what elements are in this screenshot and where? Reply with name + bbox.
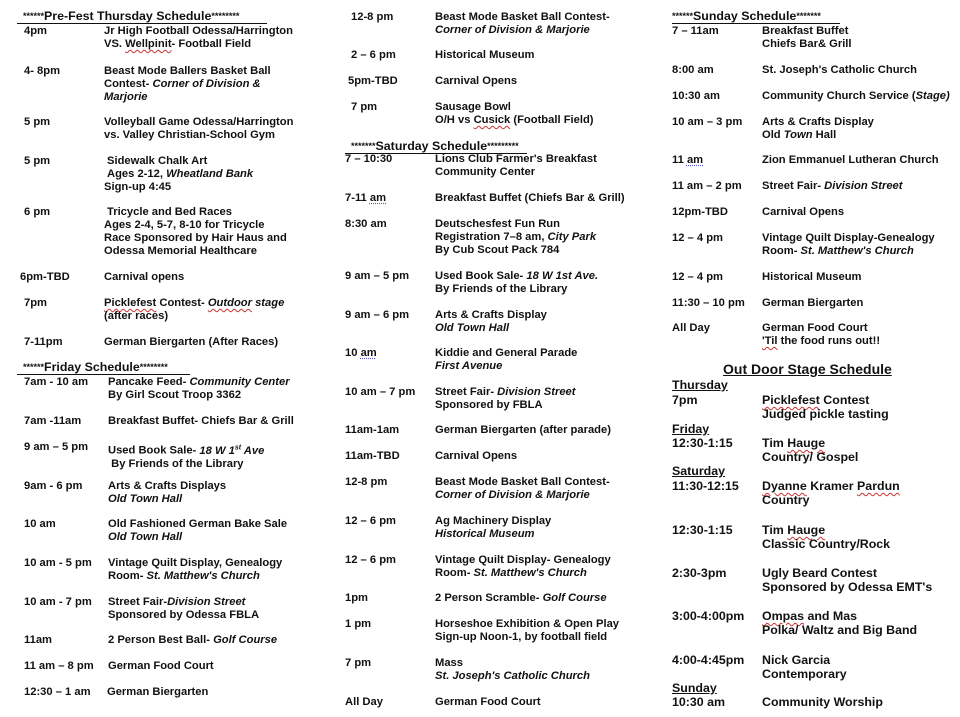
event-description: Tim Hauge Country/ Gospel [762, 436, 859, 464]
event-description: Used Book Sale- 18 W 1st Ave By Friends of the Library [108, 444, 265, 470]
event-description: Tim Hauge Classic Country/Rock [762, 523, 891, 551]
event-description: 2 Person Best Ball- Golf Course [108, 634, 278, 646]
event-description: Beast Mode Basket Ball Contest- Corner of Division & Marjorie [435, 11, 610, 36]
event-time: 12 – 6 pm [345, 515, 396, 527]
event-time: 11 am – 2 pm [672, 180, 742, 192]
event-description: Vintage Quilt Display- Genealogy Room- St. Matthew's Church [435, 554, 611, 579]
event-description: Used Book Sale- 18 W 1st Ave. By Friends of the Library [435, 270, 599, 295]
event-time: 9 am – 5 pm [345, 270, 410, 282]
event-description: Beast Mode Basket Ball Contest- Corner of Division & Marjorie [435, 476, 610, 501]
event-time: 12-8 pm [345, 476, 388, 488]
event-time: 12:30-1:15 [672, 523, 733, 537]
event-description: Community Church Service (Stage) [762, 90, 950, 102]
saturday-header: *******Saturday Schedule********* [345, 139, 527, 154]
event-description: Dyanne Kramer Pardun Country [762, 479, 900, 507]
event-time: 10 am - 5 pm [24, 557, 92, 569]
event-description: Pancake Feed- Community Center By Girl Scout Troop 3362 [108, 376, 290, 401]
event-time: 10 am [345, 347, 377, 359]
event-description: Mass St. Joseph's Catholic Church [435, 657, 590, 682]
event-time: 12 – 4 pm [672, 271, 723, 283]
event-time: 12:30 – 1 am [24, 686, 91, 698]
event-time: 5 pm [24, 116, 51, 128]
event-time: 4- 8pm [24, 65, 61, 77]
event-time: 10 am - 7 pm [24, 596, 92, 608]
event-time: 5 pm [24, 155, 51, 167]
event-time: 8:00 am [672, 64, 714, 76]
event-description: 2 Person Scramble- Golf Course [435, 592, 607, 604]
event-description: German Food Court [435, 696, 541, 708]
event-description: Zion Emmanuel Lutheran Church [762, 154, 939, 166]
event-description: Tricycle and Bed Races [107, 206, 232, 218]
event-description: German Biergarten [107, 686, 209, 698]
sunday-header: ******Sunday Schedule******* [672, 9, 840, 24]
event-time: 7pm [24, 297, 48, 309]
event-time: 11 am – 8 pm [24, 660, 94, 672]
event-description: Arts & Crafts Display Old Town Hall [762, 116, 874, 141]
event-description: Street Fair-Division Street Sponsored by Odessa FBLA [108, 596, 260, 621]
event-description: Vintage Quilt Display, Genealogy Room- St. Matthew's Church [108, 557, 283, 582]
event-description: Ag Machinery Display Historical Museum [435, 515, 552, 540]
event-time: 1 pm [345, 618, 372, 630]
event-description: Carnival Opens [435, 75, 518, 87]
event-time: 9 am – 6 pm [345, 309, 410, 321]
event-time: 12 – 6 pm [345, 554, 396, 566]
event-time: 12-8 pm [351, 11, 394, 23]
event-time: 11am-TBD [345, 450, 400, 462]
event-time: 7 – 11am [672, 25, 719, 37]
event-time: 6pm-TBD [20, 271, 70, 283]
event-description: Ompas and Mas Polka/ Waltz and Big Band [762, 609, 918, 637]
event-time: 8:30 am [345, 218, 387, 230]
event-time: 4:00-4:45pm [672, 653, 745, 667]
stage-day-saturday: Saturday [672, 464, 726, 478]
stage-day-sunday: Sunday [672, 681, 717, 695]
event-description: Breakfast Buffet (Chiefs Bar & Grill) [435, 192, 625, 204]
event-time: 10 am – 3 pm [672, 116, 743, 128]
event-description: German Food Court 'Til the food runs out!! [762, 322, 881, 347]
event-description: German Food Court [108, 660, 214, 672]
event-time: 7pm [672, 393, 698, 407]
event-time: All Day [672, 322, 710, 334]
event-description: Street Fair- Division Street [762, 180, 903, 192]
event-description: Volleyball Game Odessa/Harrington vs. Valley Christian-School Gym [104, 116, 294, 141]
event-description: Lions Club Farmer's Breakfast Community Center [435, 153, 597, 178]
event-description: St. Joseph's Catholic Church [762, 64, 917, 76]
event-time: 7-11 am [345, 192, 387, 204]
event-time: 7am -11am [24, 415, 82, 427]
friday-header: ******Friday Schedule******** [17, 360, 190, 375]
stage-day-thursday: Thursday [672, 378, 728, 392]
event-description: German Biergarten (after parade) [435, 424, 611, 436]
stage-day-friday: Friday [672, 422, 710, 436]
stage-schedule-title: Out Door Stage Schedule [723, 361, 892, 377]
event-description: Picklefest Contest Judged pickle tasting [762, 393, 889, 421]
event-description: Historical Museum [762, 271, 862, 283]
event-time: 9 am – 5 pm [24, 441, 89, 453]
event-time: 10 am [24, 518, 56, 530]
event-description: Sausage Bowl O/H vs Cusick (Football Field) [435, 101, 594, 126]
event-time: 10:30 am [672, 90, 720, 102]
thursday-header: ******Pre-Fest Thursday Schedule******** [17, 9, 267, 24]
event-time: 7 pm [345, 657, 372, 669]
event-time: 2 – 6 pm [351, 49, 396, 61]
event-description: Nick Garcia Contemporary [762, 653, 847, 681]
event-description: Breakfast Buffet Chiefs Bar& Grill [762, 25, 852, 50]
event-description: Ages 2-4, 5-7, 8-10 for Tricycle Race Sponsored by Hair Haus and Odessa Memorial Healthcare [104, 219, 287, 257]
event-description: Carnival Opens [762, 206, 845, 218]
event-time: 11am [24, 634, 52, 646]
event-description: Breakfast Buffet- Chiefs Bar & Grill [108, 415, 294, 427]
event-time: 7-11pm [24, 336, 63, 348]
event-time: 11:30 – 10 pm [672, 297, 745, 309]
event-time: 2:30-3pm [672, 566, 727, 580]
event-description: German Biergarten (After Races) [104, 336, 279, 348]
event-description: Jr High Football Odessa/Harrington VS. Wellpinit- Football Field [104, 25, 293, 50]
event-description: Beast Mode Ballers Basket Ball Contest- Corner of Division & Marjorie [104, 65, 271, 103]
event-time: 9am - 6 pm [24, 480, 83, 492]
event-time: 3:00-4:00pm [672, 609, 745, 623]
event-time: 11am-1am [345, 424, 400, 436]
event-time: All Day [345, 696, 383, 708]
event-description: German Biergarten [762, 297, 864, 309]
event-time: 1pm [345, 592, 369, 604]
event-time: 7 pm [351, 101, 378, 113]
event-description: Old Fashioned German Bake Sale Old Town Hall [108, 518, 288, 543]
event-time: 11 am [672, 154, 704, 166]
event-description: Picklefest Contest- Outdoor stage (after races) [104, 297, 285, 322]
event-time: 12pm-TBD [672, 206, 728, 218]
event-time: 12:30-1:15 [672, 436, 733, 450]
event-time: 11:30-12:15 [672, 479, 739, 493]
event-description: Horseshoe Exhibition & Open Play Sign-up Noon-1, by football field [435, 618, 620, 643]
event-description: Kiddie and General Parade First Avenue [435, 347, 578, 372]
event-time: 10 am – 7 pm [345, 386, 416, 398]
event-description: Street Fair- Division Street Sponsored by FBLA [435, 386, 576, 411]
event-description: Historical Museum [435, 49, 535, 61]
event-time: 10:30 am [672, 695, 726, 709]
event-time: 4pm [24, 25, 48, 37]
event-description: Community Worship [762, 695, 883, 709]
event-time: 6 pm [24, 206, 51, 218]
event-time: 12 – 4 pm [672, 232, 723, 244]
event-description: Arts & Crafts Displays Old Town Hall [108, 480, 227, 505]
event-description: Vintage Quilt Display-Genealogy Room- St. Matthew's Church [762, 232, 935, 257]
event-description: Deutschesfest Fun Run Registration 7–8 am, City Park By Cub Scout Pack 784 [435, 218, 597, 256]
event-description: Sidewalk Chalk Art Ages 2-12, Wheatland Bank [107, 155, 254, 180]
event-description-signup: Sign-up 4:45 [104, 181, 172, 193]
event-time: 7 – 10:30 [345, 153, 393, 165]
event-description: Arts & Crafts Display Old Town Hall [435, 309, 547, 334]
event-time: 5pm-TBD [348, 75, 398, 87]
event-description: Carnival Opens [435, 450, 518, 462]
event-time: 7am - 10 am [24, 376, 89, 388]
event-description: Ugly Beard Contest Sponsored by Odessa EMT's [762, 566, 933, 594]
event-description: Carnival opens [104, 271, 185, 283]
